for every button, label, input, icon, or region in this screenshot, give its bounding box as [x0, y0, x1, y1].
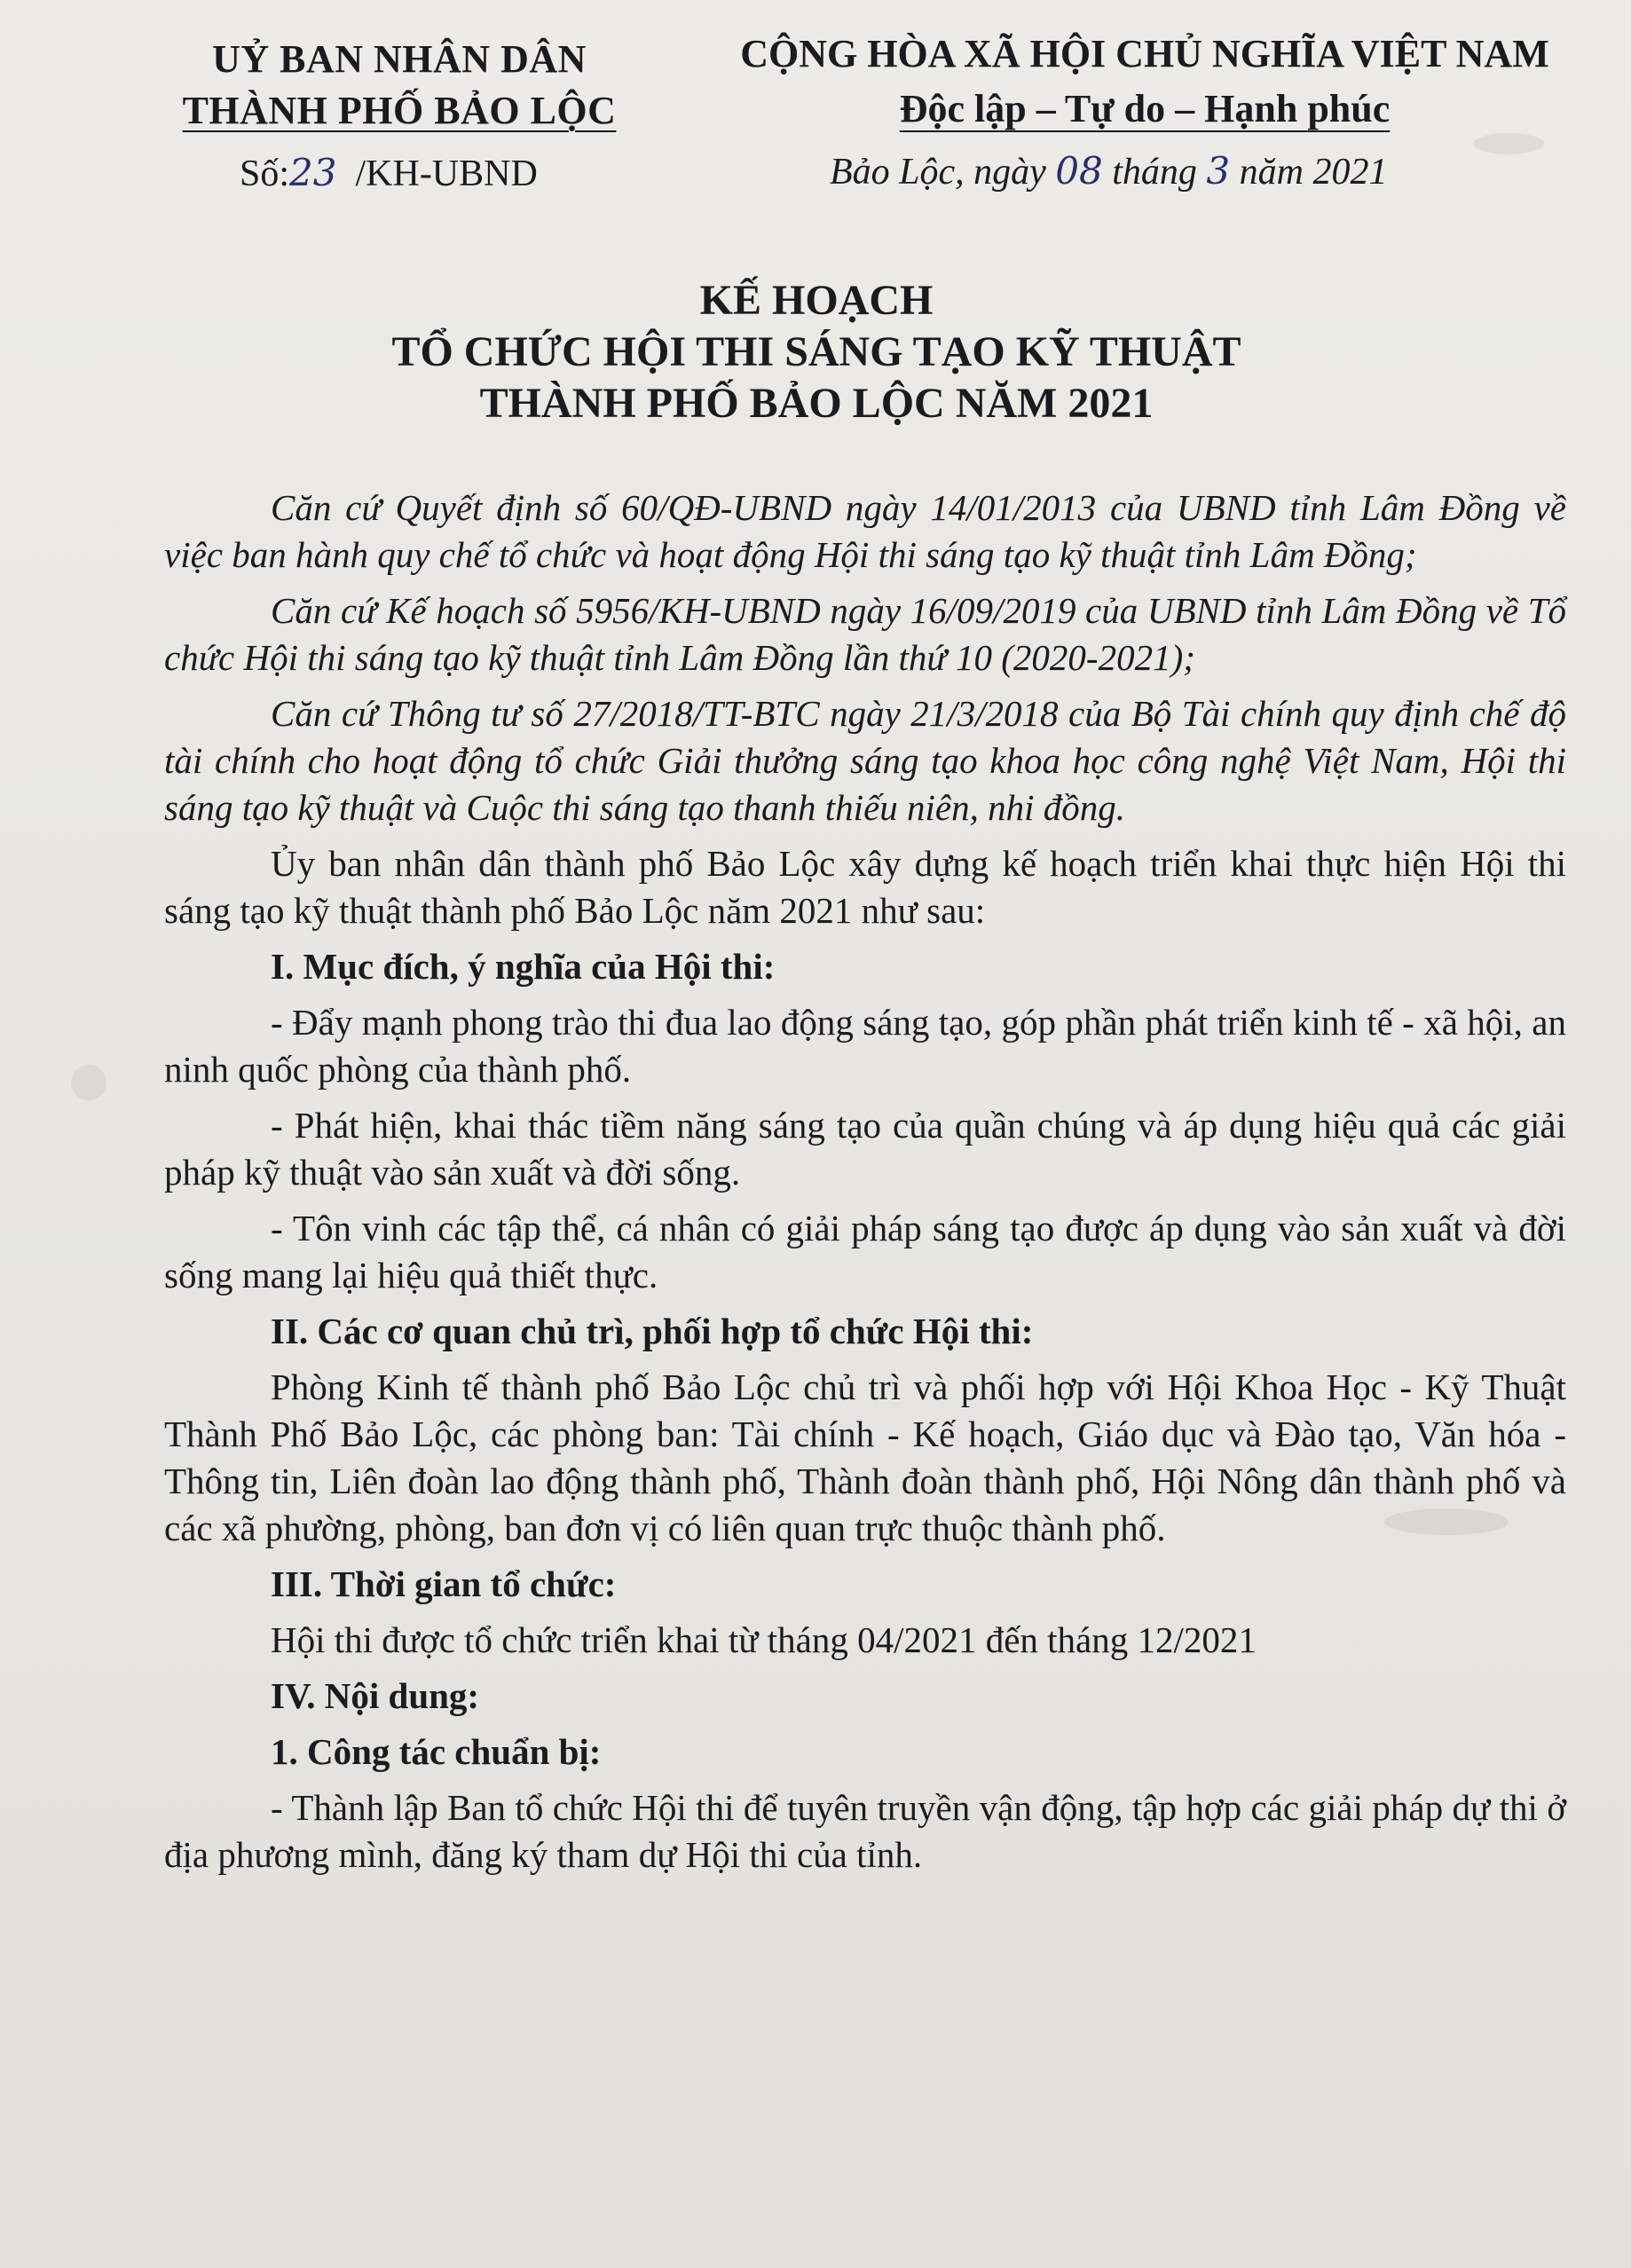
authority-line-2: THÀNH PHỐ BẢO LỘC [182, 89, 617, 132]
section-4-heading: IV. Nội dung: [271, 1675, 480, 1716]
title-line-2: TỔ CHỨC HỘI THI SÁNG TẠO KỸ THUẬT [391, 328, 1241, 375]
intro-paragraph: Ủy ban nhân dân thành phố Bảo Lộc xây dựng kế hoạch triển khai thực hiện Hội thi sáng tạo kỹ thuật thành phố Bảo Lộc năm 2021 như sau: [164, 843, 1566, 931]
section-2-text: Phòng Kinh tế thành phố Bảo Lộc chủ trì và phối hợp với Hội Khoa Học - Kỹ Thuật Thành Phố Bảo Lộc, các phòng ban: Tài chính - Kế hoạch, Giáo dục và Đào tạo, Văn hóa - Thông tin, Liên đoàn lao động thành phố, Thành đoàn thành phố, Hội Nông dân thành phố và các xã phường, phòng, ban đơn vị có liên quan trực thuộc thành phố. [164, 1366, 1566, 1548]
national-motto: Độc lập – Tự do – Hạnh phúc [899, 87, 1391, 130]
section-1-item-1: - Đẩy mạnh phong trào thi đua lao động sáng tạo, góp phần phát triển kinh tế - xã hội, an ninh quốc phòng của thành phố. [164, 1002, 1566, 1090]
doc-no-handwritten: 23 [289, 151, 337, 194]
date-part-3: năm 2021 [1239, 152, 1388, 193]
section-1-item-2: - Phát hiện, khai thác tiềm năng sáng tạo của quần chúng và áp dụng hiệu quả các giải pháp kỹ thuật vào sản xuất và đời sống. [164, 1105, 1566, 1193]
section-1-item-3: - Tôn vinh các tập thể, cá nhân có giải pháp sáng tạo được áp dụng vào sản xuất và đời sống mang lại hiệu quả thiết thực. [164, 1208, 1566, 1295]
authority-line-1: UỶ BAN NHÂN DÂN [212, 37, 587, 81]
document-number [240, 151, 538, 195]
date-part-2: tháng [1112, 152, 1207, 193]
section-2-heading: II. Các cơ quan chủ trì, phối hợp tổ chức Hội thi: [271, 1311, 1034, 1351]
national-heading [710, 27, 1580, 137]
legal-basis-3: Căn cứ Thông tư số 27/2018/TT-BTC ngày 21/3/2018 của Bộ Tài chính quy định chế độ tài chính cho hoạt động tổ chức Giải thưởng sáng tạo khoa học công nghệ Việt Nam, Hội thi sáng tạo kỹ thuật và Cuộc thi sáng tạo thanh thiếu niên, nhi đồng. [164, 693, 1566, 828]
legal-basis-1: Căn cứ Quyết định số 60/QĐ-UBND ngày 14/01/2013 của UBND tỉnh Lâm Đồng về việc ban hành quy chế tổ chức và hoạt động Hội thi sáng tạo kỹ thuật tỉnh Lâm Đồng; [164, 487, 1566, 575]
doc-no-prefix: Số: [240, 154, 290, 194]
date-month: 3 [1206, 149, 1231, 193]
section-4-sub-1-text: - Thành lập Ban tổ chức Hội thi để tuyên truyền vận động, tập hợp các giải pháp dự thi ở địa phương mình, đăng ký tham dự Hội thi của tỉnh. [164, 1787, 1566, 1875]
title-line-1: KẾ HOẠCH [699, 277, 934, 324]
doc-no-suffix: /KH-UBND [355, 154, 538, 194]
section-3-heading: III. Thời gian tổ chức: [271, 1563, 617, 1604]
date-day: 08 [1055, 149, 1103, 193]
document-title [266, 275, 1367, 429]
legal-basis-2: Căn cứ Kế hoạch số 5956/KH-UBND ngày 16/09/2019 của UBND tỉnh Lâm Đồng về Tổ chức Hội thi sáng tạo kỹ thuật tỉnh Lâm Đồng lần thứ 10 (2020-2021); [164, 590, 1566, 678]
section-3-text: Hội thi được tổ chức triển khai từ tháng 04/2021 đến tháng 12/2021 [271, 1619, 1257, 1660]
date-part-1: Bảo Lộc, ngày [830, 152, 1056, 193]
section-4-sub-1-heading: 1. Công tác chuẩn bị: [271, 1731, 602, 1772]
scan-smudge [71, 1065, 106, 1100]
title-line-3: THÀNH PHỐ BẢO LỘC NĂM 2021 [479, 380, 1154, 427]
issuing-authority [133, 34, 666, 137]
document-body [164, 484, 1566, 1887]
section-1-heading: I. Mục đích, ý nghĩa của Hội thi: [271, 946, 776, 987]
place-date-line [830, 149, 1388, 193]
country-name: CỘNG HÒA XÃ HỘI CHỦ NGHĨA VIỆT NAM [740, 32, 1549, 75]
